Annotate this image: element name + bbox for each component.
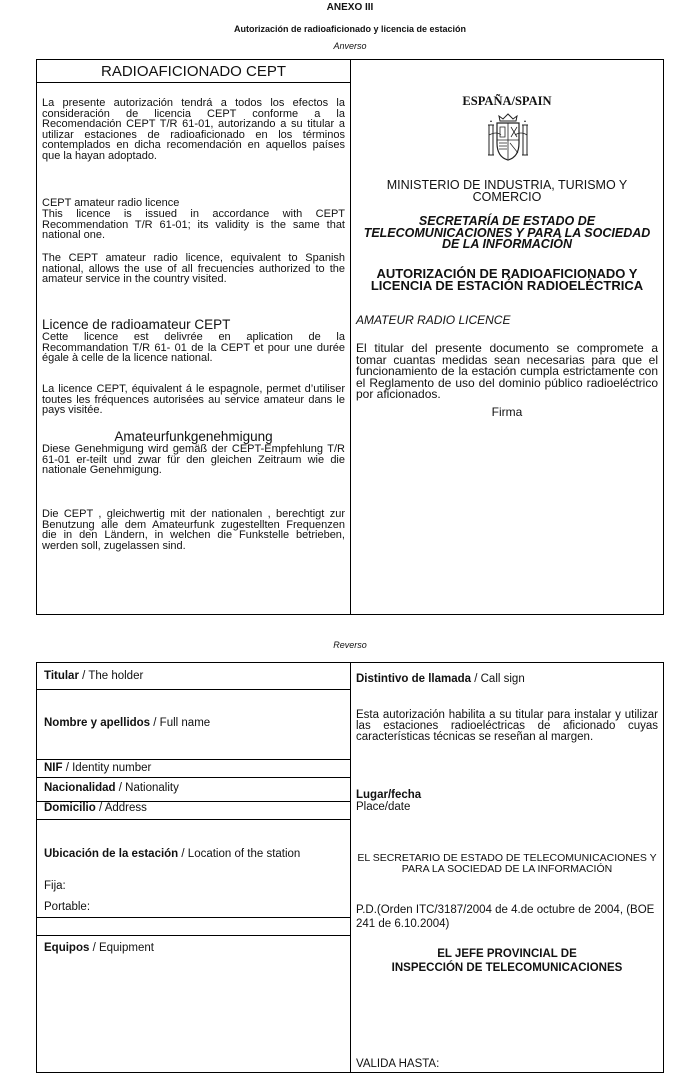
fixed-location-field: Fija: bbox=[44, 880, 66, 892]
back-label: Reverso bbox=[333, 640, 367, 650]
rule-nif-bottom bbox=[36, 777, 351, 778]
front-p6: Diese Genehmigung wird gemäß der CEPT-Empfehlung T/R 61-01 er-teilt und zwar für den gleichen Zeitraum wie die nationale Genehmigung. bbox=[42, 443, 345, 476]
delegation-order: P.D.(Orden ITC/3187/2004 de 4.de octubre de 2004, (BOE 241 de 6.10.2004) bbox=[356, 904, 655, 930]
front-p7: Die CEPT , gleichwertig mit der nationalen , berechtigt zur Benutzung alle dem Amateurfunk zugestellten Frequenzen die in den Ländern, in welchen die Funkstelle betrieben, werden soll, zugelassen sind. bbox=[42, 508, 345, 552]
holder-field: Titular / The holder bbox=[44, 670, 144, 682]
front-p2: This licence is issued in accordance with CEPT Recommendation T/R 61-01; its validity is the same that national one. bbox=[42, 208, 345, 241]
front-label: Anverso bbox=[333, 41, 367, 51]
jefe-provincial-line1: EL JEFE PROVINCIAL DE bbox=[437, 948, 577, 960]
nationality-field: Nacionalidad / Nationality bbox=[44, 782, 179, 794]
commitment-text: El titular del presente documento se compromete a tomar cuantas medidas sean necesarias para que el funcionamiento de la estación cumpla estrictamente con el Reglamento de uso del dominio público radioeléctrico por aficionados. bbox=[356, 341, 658, 401]
jefe-provincial-line2: INSPECCIÓN DE TELECOMUNICACIONES bbox=[391, 962, 623, 974]
rule-portable-bottom bbox=[36, 935, 351, 936]
front-title-rule bbox=[36, 82, 351, 83]
annex-title: ANEXO III bbox=[326, 2, 374, 13]
document-subtitle: Autorización de radioaficionado y licencia de estación bbox=[233, 24, 467, 34]
portable-location-field: Portable: bbox=[44, 901, 91, 913]
front-p1: La presente autorización tendrá a todos los efectos la consideración de licencia CEPT conforme a la Recomendación CEPT T/R 61-01, autorizando a su titular a utilizar estaciones de radioaficionado en los términos contemplados en dicha recomendación en aquellos países que la hayan adoptado. bbox=[42, 97, 345, 162]
address-field: Domicilio / Address bbox=[44, 802, 147, 814]
amateur-licence-label: AMATEUR RADIO LICENCE bbox=[356, 313, 511, 327]
place-date-field: Lugar/fecha Place/date bbox=[356, 789, 422, 813]
front-p3: The CEPT amateur radio licence, equivalent to Spanish national, allows the use of all frecuencies authorized to the amateur service in the country visited. bbox=[42, 252, 345, 285]
secretary-title: EL SECRETARIO DE ESTADO DE TELECOMUNICACIONES Y PARA LA SOCIEDAD DE LA INFORMACIÓN bbox=[357, 852, 657, 875]
rule-nif-top bbox=[36, 759, 351, 760]
valid-until-field: VALIDA HASTA: bbox=[356, 1058, 440, 1070]
rule-holder bbox=[36, 689, 351, 690]
call-sign-field: Distintivo de llamada / Call sign bbox=[356, 673, 525, 685]
front-p4-title: Licence de radioamateur CEPT bbox=[42, 317, 231, 332]
back-divider bbox=[350, 662, 351, 1073]
front-p6-title: Amateurfunkgenehmigung bbox=[114, 429, 273, 444]
secretaria-name: SECRETARÍA DE ESTADO DE TELECOMUNICACIONES Y PARA LA SOCIEDAD DE LA INFORMACIÓN bbox=[363, 214, 651, 251]
front-p5: La licence CEPT, équivalent á le espagnole, permet d’utiliser toutes les fréquences autorisées au service amateur dans le pays visitée. bbox=[42, 383, 345, 416]
rule-portable-top bbox=[36, 917, 351, 918]
station-location-field: Ubicación de la estación / Location of the station bbox=[44, 848, 301, 860]
ministry-name: MINISTERIO DE INDUSTRIA, TURISMO Y COMERCIO bbox=[386, 178, 628, 204]
front-p4: Cette licence est delivrée en aplication de la Recommandation T/R 61- 01 de la CEPT et pour une durée égale à celle de la licence national. bbox=[42, 331, 345, 364]
identity-number-field: NIF / Identity number bbox=[44, 762, 152, 774]
front-p2-title: CEPT amateur radio licence bbox=[42, 197, 180, 209]
authorization-title: AUTORIZACIÓN DE RADIOAFICIONADO Y LICENCIA DE ESTACIÓN RADIOELÉCTRICA bbox=[370, 266, 644, 293]
equipment-field: Equipos / Equipment bbox=[44, 942, 154, 954]
enable-text: Esta autorización habilita a su titular para instalar y utilizar las estaciones radioeléctricas de aficionado cuyas características técnicas se reseñan al margen. bbox=[356, 709, 658, 743]
spain-coat-of-arms bbox=[487, 113, 529, 163]
country-label: ESPAÑA/SPAIN bbox=[462, 94, 552, 108]
full-name-field: Nombre y apellidos / Full name bbox=[44, 717, 211, 729]
front-divider bbox=[350, 59, 351, 615]
rule-address bbox=[36, 819, 351, 820]
front-left-title: RADIOAFICIONADO CEPT bbox=[100, 63, 287, 80]
signature-label: Firma bbox=[491, 405, 523, 419]
